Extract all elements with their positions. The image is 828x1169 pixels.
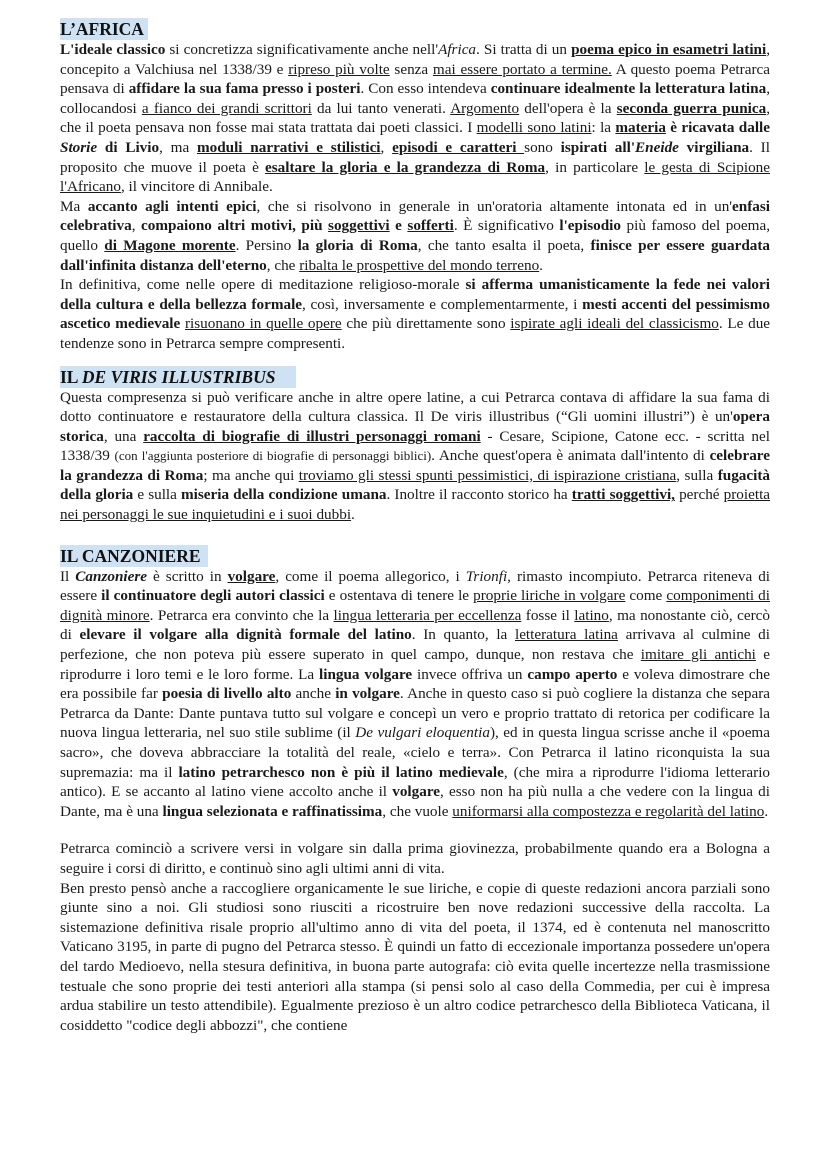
text-run: , che	[266, 256, 300, 274]
section-title-canzoniere: IL CANZONIERE	[60, 545, 208, 567]
text-run: . Il proposito che muove il poeta è	[60, 138, 770, 176]
text-run: , sulla	[676, 466, 718, 484]
text-run: . Petrarca era convinto che la	[149, 606, 334, 624]
text-run: finisce per essere guardata dall'infinita distanza dell'eterno	[60, 236, 771, 274]
text-run: , esso non ha più nulla a che vedere con la lingua di Dante, ma è una	[60, 783, 770, 820]
text-run: Canzoniere	[75, 567, 148, 585]
text-run: , che vuole	[382, 802, 453, 820]
text-run: , che tanto esalta il poeta,	[417, 236, 591, 254]
text-run: . Inoltre il racconto storico ha	[386, 486, 572, 504]
canzoniere-paragraph-1	[60, 567, 770, 822]
text-run: . È significativo	[453, 217, 560, 235]
text-run: ispirate agli ideali del classicismo	[510, 315, 719, 333]
text-run: enfasi celebrativa	[60, 197, 771, 235]
text-run: anche	[291, 685, 336, 703]
text-run: episodi e caratteri	[392, 138, 525, 156]
text-run: affidare la sua fama presso i posteri	[128, 80, 361, 98]
text-run: imitare gli antichi	[640, 646, 756, 664]
text-run: miseria della condizione umana	[181, 486, 387, 504]
text-run: A questo poema Petrarca pensava di	[60, 60, 770, 98]
text-run: in volgare	[335, 685, 400, 703]
section-title-de-viris-prefix: IL	[60, 366, 82, 387]
text-run: di Livio	[97, 138, 160, 156]
text-run: volgare	[392, 783, 441, 801]
text-run: celebrare la grandezza di Roma	[60, 447, 770, 484]
text-run: compaiono altri motivi, più	[141, 217, 329, 235]
text-run: . In quanto, la	[411, 626, 515, 644]
section-title-africa: L’AFRICA	[60, 18, 148, 40]
text-run: , concepito a Valchiusa nel 1338/39 e	[60, 41, 770, 78]
text-run: ; ma anche qui	[203, 466, 299, 484]
text-run: latino	[574, 606, 609, 624]
text-run: . Con esso intendeva	[360, 80, 491, 98]
text-run: raccolta di biografie di illustri personaggi romani	[143, 427, 481, 445]
text-run: ripreso più volte	[288, 60, 390, 78]
text-run: In definitiva, come nelle opere di meditazione religioso-morale	[60, 276, 466, 294]
text-run: campo aperto	[527, 665, 618, 683]
text-run: poema epico in esametri latini	[571, 41, 767, 58]
text-run: proprie liriche in volgare	[473, 587, 626, 605]
text-run: a fianco dei grandi scrittori	[141, 99, 312, 117]
text-run: Trionfi	[465, 567, 508, 585]
text-run: e	[389, 217, 408, 235]
text-run: perché	[674, 486, 724, 504]
text-run: De vulgari eloquentia	[355, 724, 490, 742]
text-run: Storie	[60, 138, 98, 156]
text-run: Ma	[60, 197, 88, 215]
text-run: e sulla	[133, 486, 181, 504]
text-run: , rimasto incompiuto. Petrarca riteneva di essere	[60, 567, 771, 605]
text-run: letteratura latina	[514, 626, 618, 644]
text-run: latino petrarchesco non è più il latino medievale	[178, 763, 504, 781]
text-run: Eneide	[635, 138, 679, 156]
africa-paragraph-3	[60, 275, 770, 353]
text-run: ispirati all'	[560, 138, 636, 156]
text-run: - Cesare, Scipione, Catone ecc. - scritta nel 1338/39	[60, 427, 770, 465]
text-run: , che il poeta pensava non fosse mai stata trattata dai poeti classici. I	[60, 99, 770, 137]
text-run: , una	[103, 427, 144, 445]
text-run: dell'opera è la	[519, 99, 617, 117]
text-run: poesia di livello alto	[162, 685, 292, 703]
text-run: , in particolare	[545, 158, 645, 176]
text-run: sofferti	[407, 217, 454, 235]
text-run: invece offriva un	[412, 665, 528, 683]
text-run: virgiliana	[678, 138, 750, 156]
text-run: . Anche in questo caso si può cogliere la distanza che separa Petrarca da Dante: Dante puntava tutto sul volgare e concepì un vero e proprio trattato di retorica per codificare la nuova lingua letteraria, nel suo stile sublime (il	[60, 685, 770, 742]
text-run: ), ed in questa lingua scrisse anche il «poema sacro», che doveva abbracciare la totalità del reale, «cielo e terra». Con Petrarca il latino riconquista la sua supremazia: ma il	[60, 724, 770, 781]
text-run: : la	[591, 119, 616, 137]
text-run: e voleva dimostrare che era possibile far	[60, 665, 770, 703]
text-run: . Persino	[235, 236, 298, 254]
text-run: come	[625, 587, 667, 605]
text-run: ribalta le prospettive del mondo terreno	[299, 256, 540, 274]
text-run: .	[764, 802, 769, 820]
text-run: il continuatore degli autori classici	[101, 587, 325, 605]
africa-paragraph-1	[60, 40, 770, 197]
text-run: seconda guerra punica	[616, 99, 767, 117]
text-run: , ma nonostante ciò, cercò di	[60, 606, 770, 644]
section-title-de-viris	[60, 366, 296, 388]
canzoniere-paragraph-3: Ben presto pensò anche a raccogliere organicamente le sue liriche, e copie di queste redazioni ancora parziali sono giunte sino a noi. Gli studiosi sono riusciti a ricostruire ben nove redazioni successive della raccolta. La sistemazione definitiva risale proprio all'ultimo anno di vita del poeta, il 1374, ed è contenuta nel manoscritto Vaticano 3195, in parte di pugno del Petrarca stesso. È quindi un fatto di eccezionale importanza possedere un'opera del tardo Medioevo, nella stesura definitiva, in buona parte autografa: ciò evita quelle incertezze nella trasmissione testuale che sono proprie dei testi anteriori alla stampa (si pensi solo al caso della Commedia, per cui è impresa ardua stabilire un testo attendibile). Egualmente prezioso è un altro codice petrarchesco della Biblioteca Vaticana, il cosiddetto "codice degli abbozzi", che contiene	[60, 879, 770, 1034]
text-run: , che si risolvono in generale in un'oratoria altamente intonata ed in un'	[256, 197, 733, 215]
text-run: e riprodurre i loro temi e le loro forme. La	[60, 646, 770, 683]
text-run: ,	[380, 138, 393, 156]
text-run: tratti soggettivi,	[571, 486, 675, 504]
text-run: esaltare la gloria e la grandezza di Roma	[265, 158, 546, 176]
text-run: sono	[524, 138, 561, 156]
text-run: accanto agli intenti epici	[87, 197, 257, 215]
text-run: .	[351, 506, 355, 524]
text-run: ,	[131, 217, 142, 235]
text-run: fosse il	[521, 606, 575, 624]
text-run: continuare idealmente la letteratura latina	[490, 80, 767, 98]
text-run: lingua selezionata e raffinatissima	[162, 802, 383, 820]
text-run: . Anche quest'opera è animata dall'intento di	[431, 447, 710, 465]
text-run: , così, inversamente e complementarmente, i	[302, 295, 583, 313]
text-run: , ma	[159, 138, 197, 156]
text-run: proietta nei personaggi le sue inquietudini e i suoi dubbi	[60, 486, 771, 524]
text-run: Il	[60, 567, 76, 585]
text-run: Africa	[438, 41, 477, 58]
canzoniere-paragraph-2: Petrarca cominciò a scrivere versi in volgare sin dalla prima giovinezza, probabilmente quando era a Bologna a seguire i corsi di diritto, e continuò sino agli ultimi anni di vita.	[60, 840, 770, 877]
text-run: si afferma umanisticamente la fede nei valori della cultura e della bellezza formale	[60, 276, 770, 313]
text-run: materia	[615, 119, 666, 137]
text-run: arrivava al culmine di perfezione, che non poteva più essere superato in quel campo, dunque, non restava che	[60, 626, 770, 664]
text-run: di Magone morente	[104, 236, 236, 254]
text-run: è ricavata dalle	[665, 119, 770, 137]
text-run: la gloria di Roma	[297, 236, 418, 254]
text-run: , come il poema allegorico, i	[275, 567, 466, 585]
africa-paragraph-2	[60, 197, 770, 275]
text-run: .	[539, 256, 543, 274]
text-run: moduli narrativi e stilistici	[196, 138, 381, 156]
text-run: mesti accenti del pessimismo ascetico medievale	[60, 295, 771, 333]
section-title-de-viris-italic: DE VIRIS ILLUSTRIBUS	[81, 366, 276, 387]
text-run: uniformarsi alla compostezza e regolarità del latino	[452, 802, 765, 820]
text-run: l'episodio	[559, 217, 621, 235]
text-run: da lui tanto venerati.	[311, 99, 451, 117]
text-run: , il vincitore di Annibale.	[120, 178, 273, 196]
text-run: si concretizza significativamente anche nell'	[165, 41, 439, 58]
text-run: è scritto in	[147, 567, 228, 585]
text-run: elevare il volgare alla dignità formale del latino	[79, 626, 412, 644]
text-run: mai essere portato a termine.	[432, 60, 612, 78]
text-run: modelli sono latini	[476, 119, 592, 137]
text-run: le gesta di Scipione l'Africano	[60, 158, 770, 196]
text-run: lingua letteraria per eccellenza	[333, 606, 522, 624]
text-run: Questa compresenza si può verificare anche in altre opere latine, a cui Petrarca contava di affidare la sua fama di dotto continuatore e restauratore della cultura classica. Il De viris illustribus (“Gli uomini illustri”) è un'	[60, 388, 770, 426]
text-run: troviamo gli stessi spunti pessimistici, di ispirazione cristiana	[298, 466, 677, 484]
text-run: lingua volgare	[319, 665, 413, 683]
text-run: componimenti di dignità minore	[60, 587, 770, 624]
text-run: più famoso del poema, quello	[60, 217, 770, 254]
text-run: fugacità della gloria	[60, 466, 770, 504]
text-run: soggettivi	[328, 217, 390, 235]
text-run: che più direttamente sono	[341, 315, 511, 333]
text-run: , collocandosi	[60, 80, 770, 117]
text-run: risuonano in quelle opere	[184, 315, 342, 333]
text-run: Argomento	[450, 99, 520, 117]
text-run: senza	[389, 60, 433, 78]
text-run: , (che mira a riprodurre l'idioma letterario antico). E se accanto al latino viene accolto anche il	[60, 763, 771, 801]
text-run: (con l'aggiunta posteriore di biografie di personaggi biblici)	[114, 448, 432, 464]
de-viris-paragraph-1	[60, 388, 770, 525]
text-run: L'ideale classico	[60, 41, 166, 58]
text-run: . Le due tendenze sono in Petrarca sempre compresenti.	[60, 315, 771, 352]
text-run: e ostentava di tenere le	[324, 587, 474, 605]
text-run: opera storica	[60, 408, 770, 445]
text-run: . Si tratta di un	[476, 41, 572, 58]
text-run: volgare	[227, 567, 276, 585]
